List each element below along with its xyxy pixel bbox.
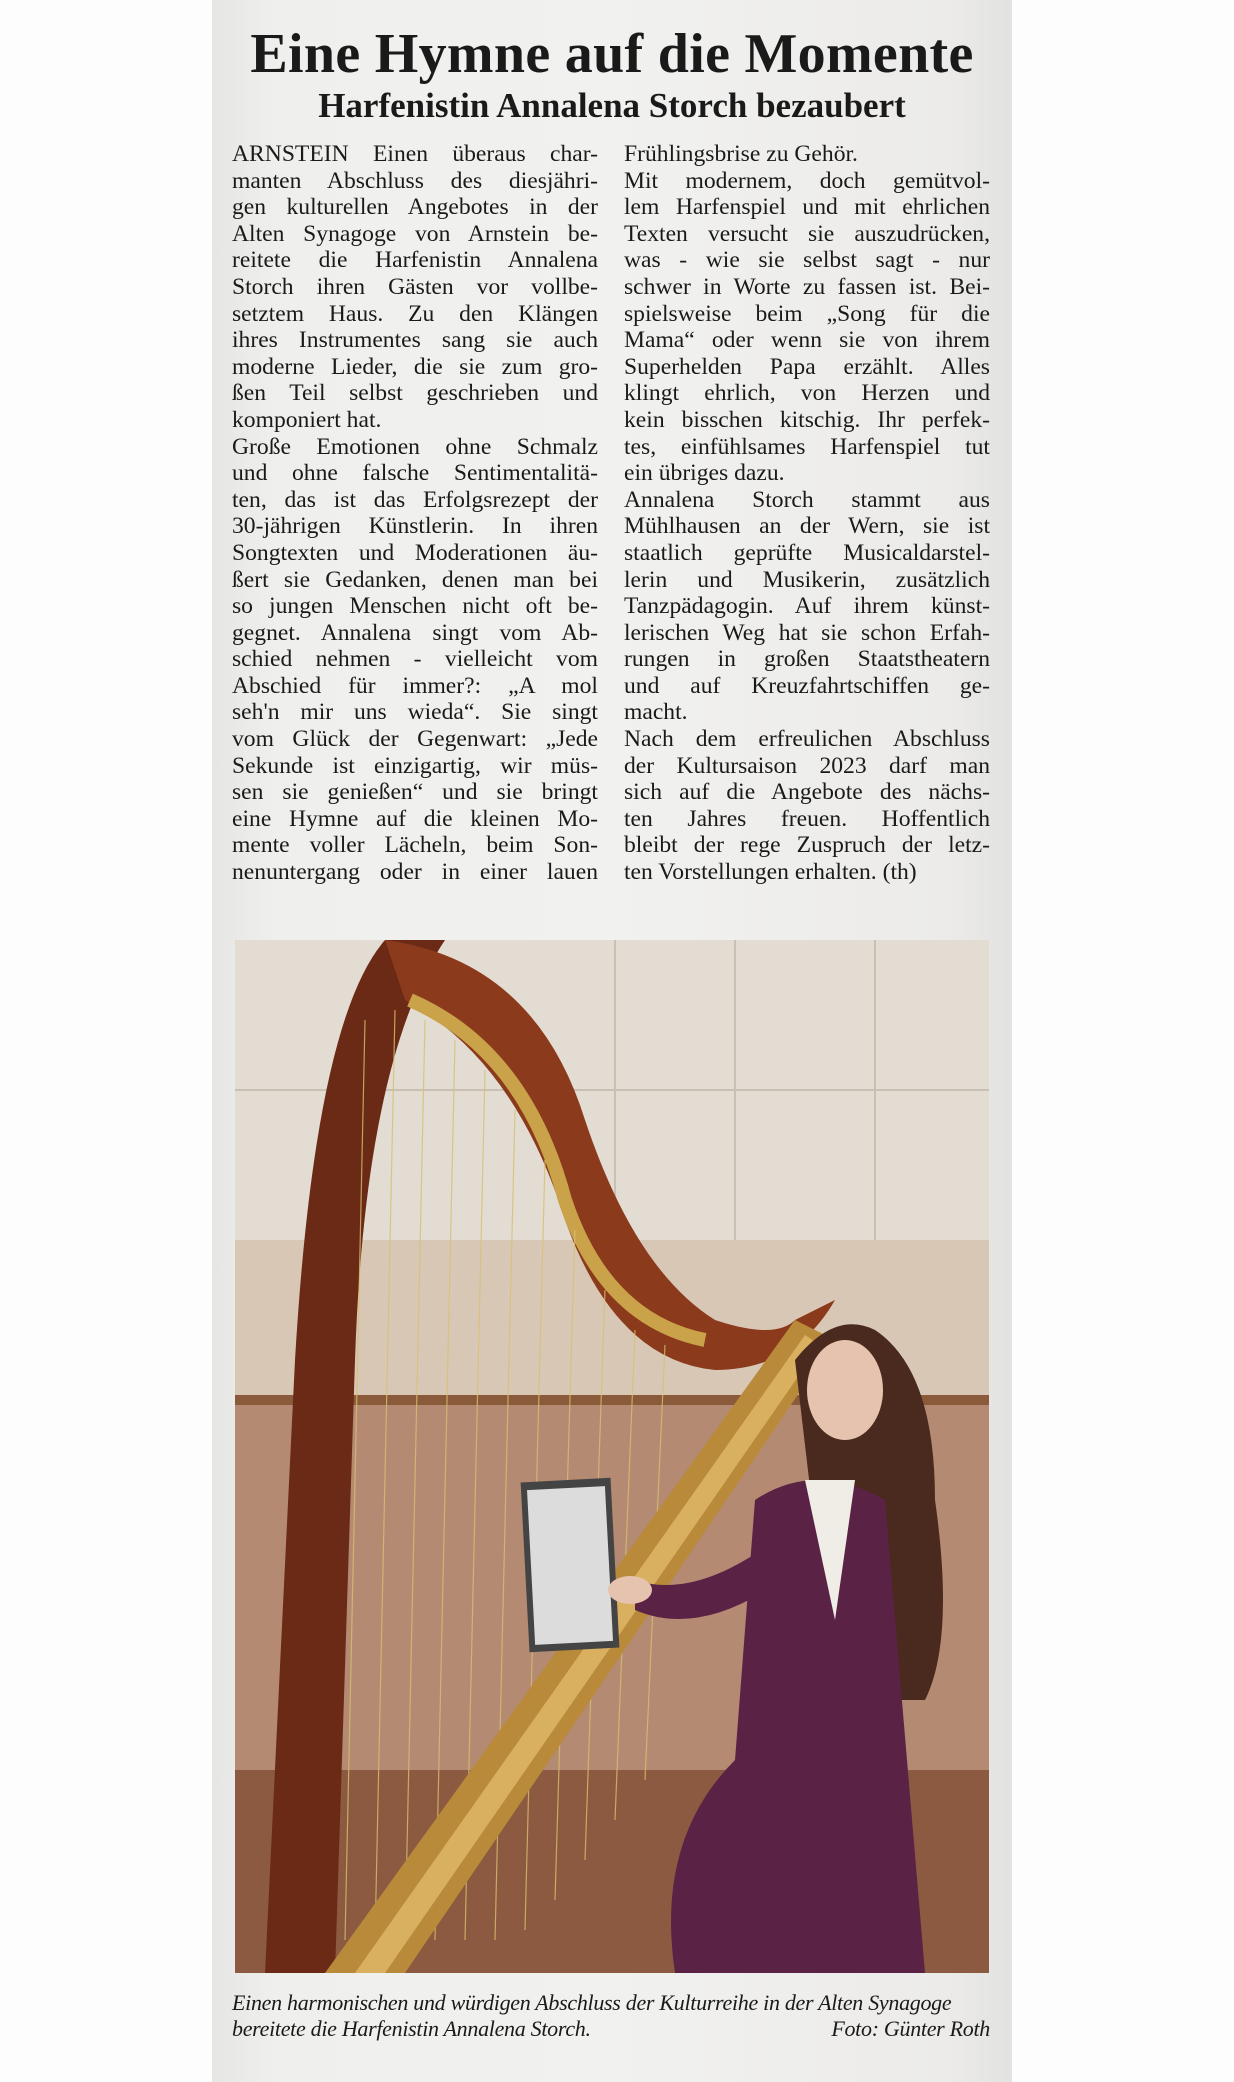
article-text-line: reitete die Harfenistin Annalena	[232, 247, 598, 274]
article-text-line: ARNSTEIN Einen überaus char-	[232, 141, 598, 167]
article-text-line: ten Vorstellungen erhalten. (th)	[624, 859, 917, 886]
photo-caption	[232, 1990, 990, 2042]
article-text-line: Mama“ oder wenn sie von ihrem	[624, 327, 990, 354]
article-text-line: Storch ihren Gästen vor vollbe-	[232, 273, 598, 300]
article-text-line: rungen in großen Staatstheatern	[624, 646, 990, 673]
article-text-line: klingt ehrlich, von Herzen und	[624, 380, 990, 407]
article-text-line: mente voller Lächeln, beim Son-	[232, 832, 598, 859]
harpist-photo	[235, 940, 989, 1973]
article-text-line: ßert sie Gedanken, denen man bei	[232, 566, 598, 593]
article-text-line: ein übriges dazu.	[624, 460, 785, 487]
article-text-line: ten Jahres freuen. Hoffentlich	[624, 805, 990, 832]
article-text-line: spielsweise beim „Song für die	[624, 300, 990, 327]
article-text-line: ßen Teil selbst geschrieben und	[232, 380, 598, 407]
article-text-line: lem Harfenspiel und mit ehrlichen	[624, 194, 990, 221]
article-text-line: vom Glück der Gegenwart: „Jede	[232, 726, 598, 753]
article-text-line: Annalena Storch stammt aus	[624, 486, 990, 513]
article-text-line: seh'n mir uns wieda“. Sie singt	[232, 699, 598, 726]
article-text-line: Songtexten und Moderationen äu-	[232, 539, 598, 566]
article-text-line: kein bisschen kitschig. Ihr perfek-	[624, 406, 990, 433]
article-text-line: so jungen Menschen nicht oft be-	[232, 593, 598, 620]
article-text-line: und auf Kreuzfahrtschiffen ge-	[624, 672, 990, 699]
article-text-line: Große Emotionen ohne Schmalz	[232, 433, 598, 460]
article-column-left	[232, 141, 598, 886]
article-text-line: gegnet. Annalena singt vom Ab-	[232, 619, 598, 646]
article-text-line: sich auf die Angebote des nächs-	[624, 779, 990, 806]
subheadline: Harfenistin Annalena Storch bezaubert	[318, 86, 906, 125]
article-text-line: lerischen Weg hat sie schon Erfah-	[624, 619, 990, 646]
article-text-line: Frühlingsbrise zu Gehör.	[624, 141, 858, 167]
article-text-line: moderne Lieder, die sie zum gro-	[232, 353, 598, 380]
article-text-line: schied nehmen - vielleicht vom	[232, 646, 598, 673]
headline: Eine Hymne auf die Momente	[250, 23, 974, 85]
article-column-right	[624, 141, 990, 886]
article-text-line: Mühlhausen an der Wern, sie ist	[624, 513, 990, 540]
article-text-line: Nach dem erfreulichen Abschluss	[624, 726, 990, 753]
article-text-line: Superhelden Papa erzählt. Alles	[624, 353, 990, 380]
article-text-line: Alten Synagoge von Arnstein be-	[232, 220, 598, 247]
article-text-line: eine Hymne auf die kleinen Mo-	[232, 805, 598, 832]
article-text-line: macht.	[624, 699, 688, 726]
article-text-line: tes, einfühlsames Harfenspiel tut	[624, 433, 990, 460]
article-text-line: sen sie genießen“ und sie bringt	[232, 779, 598, 806]
article-text-line: Sekunde ist einzigartig, wir müs-	[232, 752, 598, 779]
article-text-line: komponiert hat.	[232, 406, 382, 433]
article-text-line: und ohne falsche Sentimentalitä-	[232, 460, 598, 487]
caption-text: Einen harmonischen und würdigen Abschluss der Kulturreihe in der Alten Synagoge bereitete die Harfenistin Annalena Storch.	[232, 1990, 952, 2041]
article-text-line: nenuntergang oder in einer lauen	[232, 859, 598, 886]
article-text-line: Texten versucht sie auszudrücken,	[624, 220, 990, 247]
article-text-line: ten, das ist das Erfolgsrezept der	[232, 486, 598, 513]
article-text-line: schwer in Worte zu fassen ist. Bei-	[624, 273, 990, 300]
article-text-line: Mit modernem, doch gemütvol-	[624, 167, 990, 194]
article-text-line: bleibt der rege Zuspruch der letz-	[624, 832, 990, 859]
article-text-line: Abschied für immer?: „A mol	[232, 672, 598, 699]
article-text-line: lerin und Musikerin, zusätzlich	[624, 566, 990, 593]
article-text-line: manten Abschluss des diesjähri-	[232, 167, 598, 194]
article-text-line: ihres Instrumentes sang sie auch	[232, 327, 598, 354]
article-text-line: setztem Haus. Zu den Klängen	[232, 300, 598, 327]
article-text-line: der Kultursaison 2023 darf man	[624, 752, 990, 779]
article-text-line: was - wie sie selbst sagt - nur	[624, 247, 990, 274]
article-text-line: staatlich geprüfte Musicaldarstel-	[624, 539, 990, 566]
article-text-line: gen kulturellen Angebotes in der	[232, 194, 598, 221]
article-text-line: Tanzpädagogin. Auf ihrem künst-	[624, 593, 990, 620]
photo-credit: Foto: Günter Roth	[831, 2016, 990, 2041]
article-text-line: 30-jährigen Künstlerin. In ihren	[232, 513, 598, 540]
